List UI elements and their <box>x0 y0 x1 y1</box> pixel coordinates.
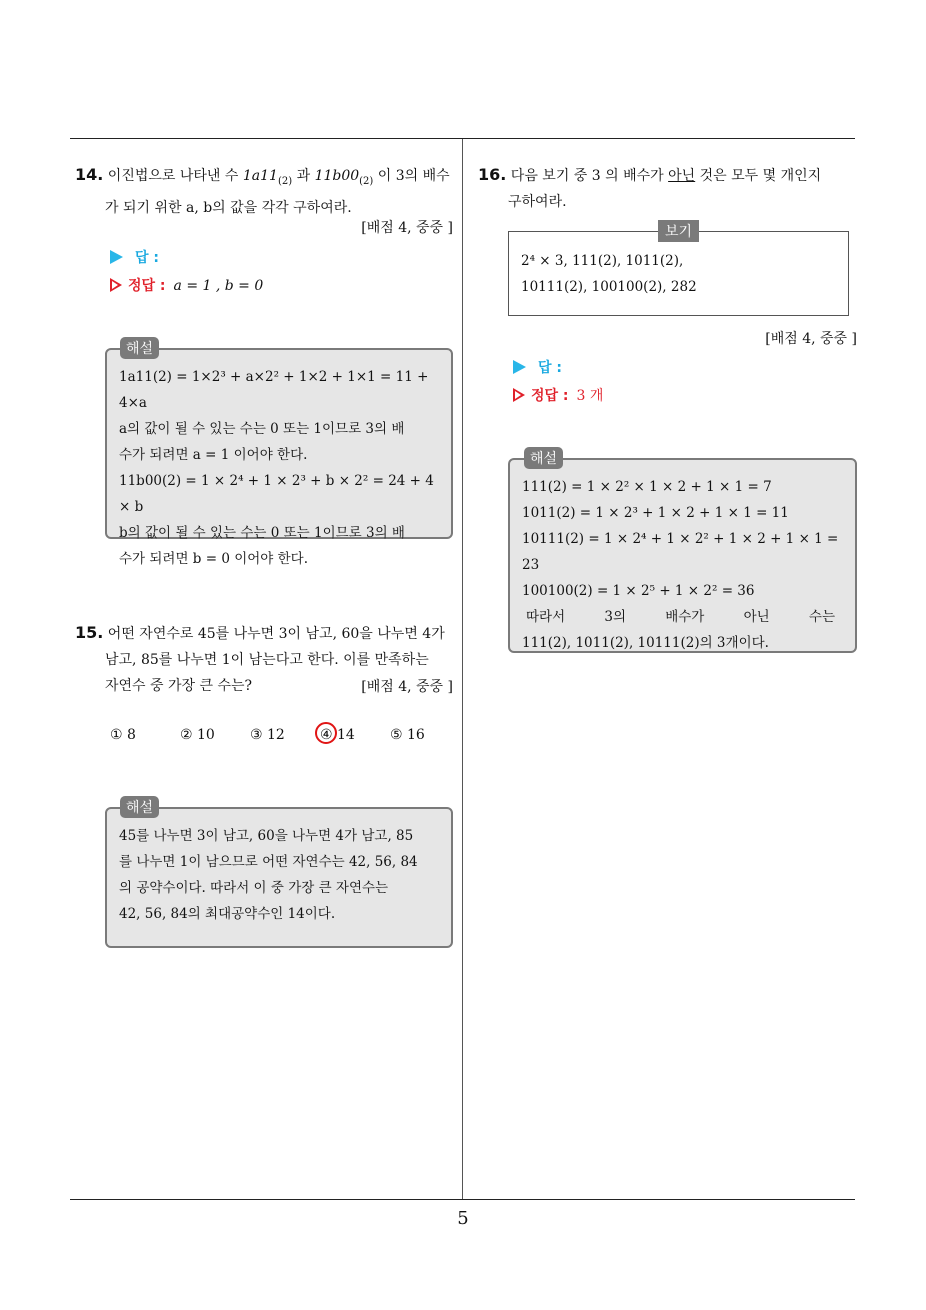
correct-label: 정답 : <box>128 278 166 294</box>
solution-line: 10111(2) = 1 × 2⁴ + 1 × 2² + 1 × 2 + 1 × 1 = 23 <box>522 531 839 573</box>
answer-label: 답 : <box>538 360 562 376</box>
solution-line: b의 값이 될 수 있는 수는 0 또는 1이므로 3의 배 <box>119 525 405 541</box>
question-text-line: 자연수 중 가장 큰 수는? <box>105 678 253 694</box>
correct-value: a = 1 , b = 0 <box>173 278 264 294</box>
play-icon <box>110 250 123 264</box>
score-meta: [배점 4, 중중 ] <box>361 679 453 695</box>
correct-answer-row <box>513 385 603 405</box>
choice-1[interactable]: ① 8 <box>110 727 136 743</box>
question-number: 14. <box>75 165 104 184</box>
solution-line: a의 값이 될 수 있는 수는 0 또는 1이므로 3의 배 <box>119 421 405 437</box>
outline-play-icon <box>513 388 525 402</box>
choice-2[interactable]: ② 10 <box>180 727 215 743</box>
choice-5[interactable]: ⑤ 16 <box>390 727 425 743</box>
question-text: 다음 보기 중 3 의 배수가 아닌 것은 모두 몇 개인지 <box>510 168 822 184</box>
correct-answer-row <box>110 275 263 295</box>
question-text: 어떤 자연수로 45를 나누면 3이 남고, 60을 나누면 4가 <box>107 626 445 642</box>
bottom-rule <box>70 1199 855 1200</box>
outline-play-icon <box>110 278 122 292</box>
question-14 <box>75 162 460 221</box>
solution-line: 111(2), 1011(2), 10111(2)의 3개이다. <box>522 635 769 651</box>
choice-4[interactable]: ④ 14 <box>320 727 355 743</box>
question-number: 16. <box>478 165 507 184</box>
score-meta: [배점 4, 중중 ] <box>361 220 453 236</box>
solution-line: 1011(2) = 1 × 2³ + 1 × 2 + 1 × 1 = 11 <box>522 505 789 521</box>
correct-label: 정답 : <box>531 388 569 404</box>
choice-3[interactable]: ③ 12 <box>250 727 285 743</box>
solution-box <box>105 807 453 948</box>
page-number: 5 <box>457 1208 469 1229</box>
score-meta: [배점 4, 중중 ] <box>765 331 857 347</box>
answer-row <box>110 247 159 267</box>
solution-tag: 해설 <box>524 447 563 469</box>
solution-line: 의 공약수이다. 따라서 이 중 가장 큰 자연수는 <box>119 880 389 896</box>
question-text-line2: 가 되기 위한 a, b의 값을 각각 구하여라. <box>105 199 352 216</box>
solution-line: 100100(2) = 1 × 2⁵ + 1 × 2² = 36 <box>522 583 755 599</box>
bogi-tag: 보기 <box>658 220 699 242</box>
solution-line: 45를 나누면 3이 남고, 60을 나누면 4가 남고, 85 <box>119 828 414 844</box>
solution-line: 11b00(2) = 1 × 2⁴ + 1 × 2³ + b × 2² = 24 + 4 × b <box>119 473 434 515</box>
solution-tag: 해설 <box>120 337 159 359</box>
solution-line: 42, 56, 84의 최대공약수인 14이다. <box>119 906 336 922</box>
solution-line: 111(2) = 1 × 2² × 1 × 2 + 1 × 1 = 7 <box>522 479 772 495</box>
solution-box <box>508 458 857 653</box>
bogi-box <box>508 231 849 316</box>
play-icon <box>513 360 526 374</box>
solution-tag: 해설 <box>120 796 159 818</box>
solution-line: 수가 되려면 b = 0 이어야 한다. <box>119 551 308 567</box>
answer-label: 답 : <box>135 250 159 266</box>
question-number: 15. <box>75 623 104 642</box>
correct-value: 3 개 <box>576 388 604 404</box>
bogi-line: 2⁴ × 3, 111(2), 1011(2), <box>521 253 684 269</box>
question-16 <box>478 162 863 215</box>
question-text-line: 남고, 85를 나누면 1이 남는다고 한다. 이를 만족하는 <box>105 652 429 668</box>
bogi-line: 10111(2), 100100(2), 282 <box>521 279 697 295</box>
question-text-line2: 구하여라. <box>508 194 567 210</box>
solution-box <box>105 348 453 567</box>
solution-line: 수가 되려면 a = 1 이어야 한다. <box>119 447 308 463</box>
solution-line: 따라서 3의 배수가 아닌 수는 <box>526 609 835 625</box>
question-text: 이진법으로 나타낸 수 $1a11_{(2)}$ 과 $11b00_{(2)}$ 이 3의 배수 <box>107 168 450 187</box>
solution-line: 1a11(2) = 1×2³ + a×2² + 1×2 + 1×1 = 11 + 4×a <box>119 369 429 411</box>
answer-row <box>513 357 562 377</box>
solution-line: 를 나누면 1이 남으므로 어떤 자연수는 42, 56, 84 <box>119 854 418 870</box>
column-divider <box>462 139 463 1199</box>
